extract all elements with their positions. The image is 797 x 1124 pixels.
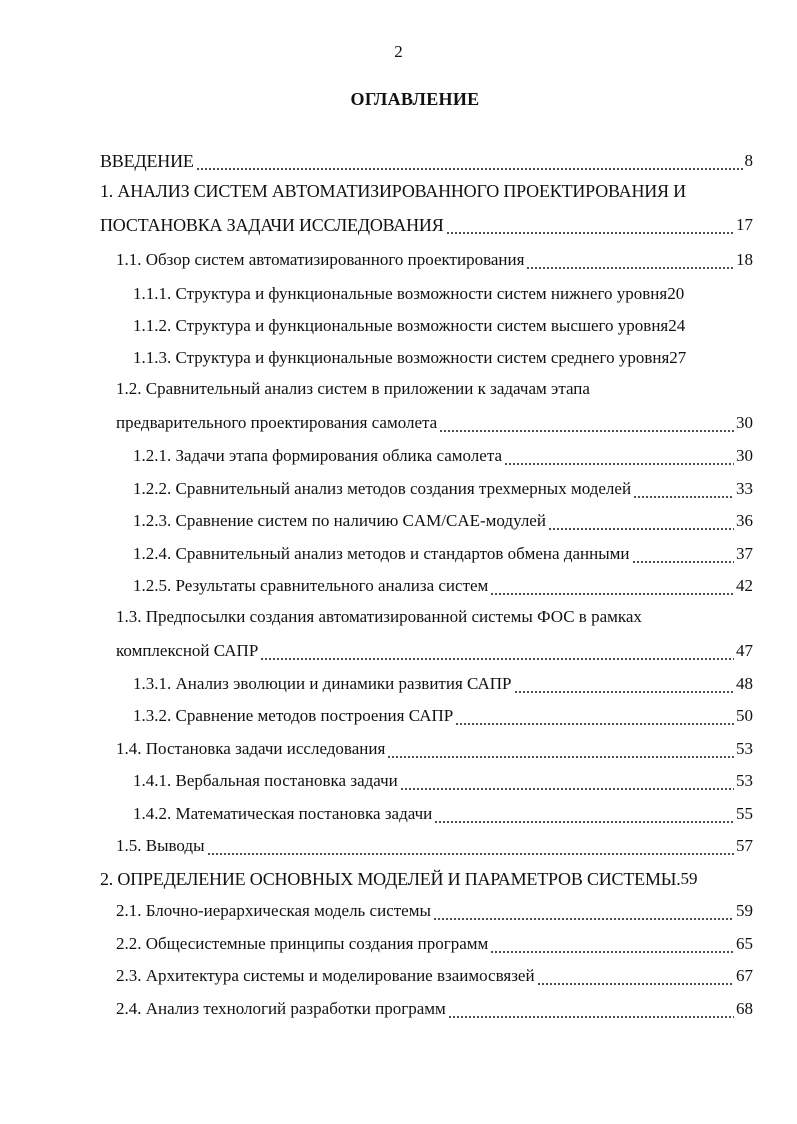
dot-leader (526, 249, 734, 271)
toc-entry-1-1-2[interactable] (133, 313, 753, 337)
dot-leader (632, 543, 735, 565)
toc-entry-page: 55 (736, 804, 753, 823)
toc-entry-title: 1.4. Постановка задачи исследования (116, 739, 386, 758)
toc-entry-1-3[interactable] (116, 638, 753, 662)
toc-entry-1-1-1[interactable] (133, 281, 753, 305)
toc-entry-page: 30 (736, 413, 753, 432)
toc-entry-page: 53 (736, 771, 753, 790)
dot-leader (537, 965, 734, 987)
toc-entry-page: 67 (736, 966, 753, 985)
toc-entry-1-1-3[interactable] (133, 345, 753, 369)
dot-leader (439, 412, 734, 434)
toc-entry-1-3-2[interactable] (133, 703, 753, 727)
toc-entry-title: предварительного проектирования самолета (116, 413, 438, 432)
toc-entry-title: ПОСТАНОВКА ЗАДАЧИ ИССЛЕДОВАНИЯ (100, 215, 444, 235)
toc-entry-page: 65 (736, 934, 753, 953)
toc-entry-title: 1.2.3. Сравнение систем по наличию CAM/CAE-модулей (133, 511, 546, 530)
toc-entry-title: ВВЕДЕНИЕ (100, 151, 194, 171)
toc-entry-title: 1.3.1. Анализ эволюции и динамики развития САПР (133, 674, 512, 693)
dot-leader (490, 575, 734, 597)
toc-entry-introduction[interactable] (100, 148, 753, 172)
toc-entry-page: 24 (668, 316, 686, 335)
toc-entry-page: 47 (736, 641, 753, 660)
toc-entry-page: 33 (736, 479, 753, 498)
toc-entry-title: 1.4.2. Математическая постановка задачи (133, 804, 433, 823)
toc-entry-title: 1.1.2. Структура и функциональные возможности систем высшего уровня (133, 316, 669, 335)
toc-entry-title: 1.2.4. Сравнительный анализ методов и стандартов обмена данными (133, 544, 630, 563)
dot-leader (633, 478, 734, 500)
dot-leader (207, 835, 734, 857)
toc-entry-page: 48 (736, 674, 753, 693)
toc-entry-page: 59 (680, 869, 698, 888)
toc-entry-1-4-1[interactable] (133, 768, 753, 792)
toc-entry-page: 27 (669, 348, 687, 367)
toc-entry-title: комплексной САПР (116, 641, 259, 660)
toc-entry-page: 57 (736, 836, 753, 855)
dot-leader (434, 803, 734, 825)
toc-entry-1-3-1[interactable] (133, 671, 753, 695)
toc-entry-page: 68 (736, 999, 753, 1018)
toc-title: ОГЛАВЛЕНИЕ (350, 89, 480, 109)
page-number: 2 (394, 42, 403, 61)
toc-entry-chapter-2[interactable] (100, 866, 753, 890)
toc-entry-chapter-1-line1[interactable]: 1. АНАЛИЗ СИСТЕМ АВТОМАТИЗИРОВАННОГО ПРОЕКТИРОВАНИЯ И (100, 181, 686, 201)
dot-leader (514, 673, 734, 695)
toc-entry-1-2[interactable] (116, 410, 753, 434)
toc-entry-title: 2. ОПРЕДЕЛЕНИЕ ОСНОВНЫХ МОДЕЛЕЙ И ПАРАМЕТРОВ СИСТЕМЫ. (100, 869, 681, 889)
toc-entry-title: 2.2. Общесистемные принципы создания программ (116, 934, 489, 953)
toc-entry-1-4[interactable] (116, 736, 753, 760)
dot-leader (455, 705, 734, 727)
toc-entry-1-1[interactable] (116, 247, 753, 271)
toc-entry-page: 59 (736, 901, 753, 920)
toc-entry-title: 1.1.3. Структура и функциональные возможности систем среднего уровня (133, 348, 670, 367)
dot-leader (260, 640, 734, 662)
toc-entry-title: 1.4.1. Вербальная постановка задачи (133, 771, 398, 790)
toc-entry-2-3[interactable] (116, 963, 753, 987)
toc-entry-title: 1.2.5. Результаты сравнительного анализа систем (133, 576, 489, 595)
toc-entry-title: 1.1.1. Структура и функциональные возможности систем нижнего уровня (133, 284, 668, 303)
toc-entry-1-2-5[interactable] (133, 573, 753, 597)
toc-entry-title: 1.5. Выводы (116, 836, 205, 855)
toc-entry-page: 36 (736, 511, 753, 530)
toc-entry-page: 30 (736, 446, 753, 465)
toc-entry-page: 42 (736, 576, 753, 595)
toc-entry-page: 50 (736, 706, 753, 725)
dot-leader (387, 738, 734, 760)
toc-entry-title: 1.3.2. Сравнение методов построения САПР (133, 706, 454, 725)
toc-entry-2-4[interactable] (116, 996, 753, 1020)
dot-leader (433, 900, 734, 922)
dot-leader (448, 998, 734, 1020)
dot-leader (400, 770, 734, 792)
toc-entry-1-2-2[interactable] (133, 476, 753, 500)
toc-entry-1-2-3[interactable] (133, 508, 753, 532)
dot-leader (490, 933, 734, 955)
toc-entry-page: 8 (744, 151, 753, 170)
toc-entry-page: 20 (667, 284, 685, 303)
toc-entry-1-3-line1[interactable]: 1.3. Предпосылки создания автоматизированной системы ФОС в рамках (116, 607, 642, 626)
toc-entry-2-2[interactable] (116, 931, 753, 955)
toc-entry-title: 2.4. Анализ технологий разработки программ (116, 999, 446, 1018)
toc-entry-1-2-1[interactable] (133, 443, 753, 467)
toc-entry-1-4-2[interactable] (133, 801, 753, 825)
toc-entry-page: 37 (736, 544, 753, 563)
toc-entry-page: 53 (736, 739, 753, 758)
toc-entry-title: 2.3. Архитектура системы и моделирование взаимосвязей (116, 966, 535, 985)
toc-entry-title: 1.2.2. Сравнительный анализ методов создания трехмерных моделей (133, 479, 632, 498)
toc-entry-1-2-4[interactable] (133, 541, 753, 565)
toc-entry-page: 17 (736, 215, 753, 234)
toc-entry-1-5[interactable] (116, 833, 753, 857)
toc-entry-1-2-line1[interactable]: 1.2. Сравнительный анализ систем в приложении к задачам этапа (116, 379, 590, 398)
dot-leader (446, 214, 734, 236)
toc-entry-title: 1.2.1. Задачи этапа формирования облика самолета (133, 446, 502, 465)
dot-leader (504, 445, 734, 467)
dot-leader (548, 510, 734, 532)
toc-entry-title: 1.1. Обзор систем автоматизированного проектирования (116, 250, 525, 269)
toc-entry-2-1[interactable] (116, 898, 753, 922)
dot-leader (196, 150, 743, 172)
toc-entry-page: 18 (736, 250, 753, 269)
toc-entry-chapter-1[interactable] (100, 212, 753, 236)
toc-entry-title: 2.1. Блочно-иерархическая модель системы (116, 901, 431, 920)
